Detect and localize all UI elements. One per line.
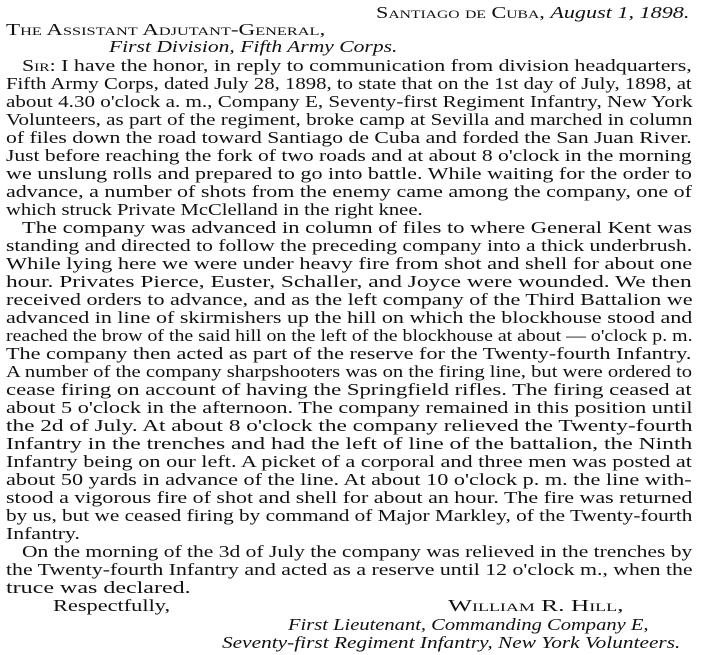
body-line: the Twenty-fourth Infantry and acted as a reserve until 12 o'clock m., when the (6, 560, 693, 579)
body-line: by us, but we ceased firing by command of Major Markley, of the Twenty-fourth (6, 506, 693, 525)
body-line: about 50 yards in advance of the line. At about 10 o'clock p. m. the line with- (6, 470, 692, 489)
closing: Respectfully, (53, 596, 171, 615)
body-line: standing and directed to follow the preceding company into a thick underbrush. (6, 236, 693, 255)
body-line: Fifth Army Corps, dated July 28, 1898, to state that on the 1st day of July, 1898, at (6, 74, 692, 93)
signature-regiment: Seventy-first Regiment Infantry, New York Volunteers. (222, 633, 681, 652)
body-line: Infantry being on our left. A picket of a corporal and three men was posted at (6, 452, 692, 471)
signature-name: William R. Hill, (448, 596, 624, 615)
addressee-unit: First Division, Fifth Army Corps. (109, 37, 398, 56)
body-line: On the morning of the 3d of July the company was relieved in the trenches by (22, 542, 693, 561)
body-line: The company then acted as part of the reserve for the Twenty-fourth Infantry. (6, 344, 692, 363)
signature-rank: First Lieutenant, Commanding Company E, (288, 615, 649, 634)
body-line: about 4.30 o'clock a. m., Company E, Seventy-first Regiment Infantry, New York (6, 92, 693, 111)
body-line: The company was advanced in column of files to where General Kent was (22, 218, 693, 237)
body-line: hour. Privates Pierce, Euster, Schaller, and Joyce were wounded. We then (6, 272, 692, 291)
dateline-date: August 1, 1898. (550, 3, 690, 22)
body-line: which struck Private McClelland in the right knee. (6, 200, 423, 219)
body-line: advance, a number of shots from the enemy came among the company, one of (6, 182, 692, 201)
addressee-title: The Assistant Adjutant-General, (6, 20, 326, 39)
dateline (376, 3, 689, 23)
body-line: I have the honor, in reply to communication from division headquarters, (61, 56, 692, 75)
body-line: Just before reaching the fork of two roads and at about 8 o'clock in the morning (6, 146, 692, 165)
body-line: Infantry. (6, 524, 80, 543)
body-line: A number of the company sharpshooters was on the firing line, but were ordered to (6, 362, 693, 381)
body-line: cease firing on account of having the Springfield rifles. The firing ceased at (6, 380, 692, 399)
body-line: Infantry in the trenches and had the left of line of the battalion, the Ninth (6, 434, 693, 453)
body-line: advanced in line of skirmishers up the hill on which the blockhouse stood and (6, 308, 693, 327)
body-line: While lying here we were under heavy fire from shot and shell for about one (6, 254, 693, 273)
body-line: Volunteers, as part of the regiment, broke camp at Sevilla and marched in column (6, 110, 693, 129)
body-line: about 5 o'clock in the afternoon. The company remained in this position until (6, 398, 693, 417)
body-line: the 2d of July. At about 8 o'clock the company relieved the Twenty-fourth (6, 416, 693, 435)
body-line: of files down the road toward Santiago de Cuba and forded the San Juan River. (6, 128, 692, 147)
body-line: received orders to advance, and as the left company of the Third Battalion we (6, 290, 693, 309)
body-line: stood a vigorous fire of shot and shell for about an hour. The fire was returned (6, 488, 693, 507)
body-line-first (22, 56, 692, 76)
body-line: truce was declared. (6, 578, 191, 597)
salutation: Sir: (22, 56, 56, 75)
dateline-place: Santiago de Cuba, (376, 3, 545, 22)
body-line: we unslung rolls and prepared to go into battle. While waiting for the order to (6, 164, 692, 183)
body-line: reached the brow of the said hill on the left of the blockhouse at about — o'clock p. m. (6, 326, 693, 345)
